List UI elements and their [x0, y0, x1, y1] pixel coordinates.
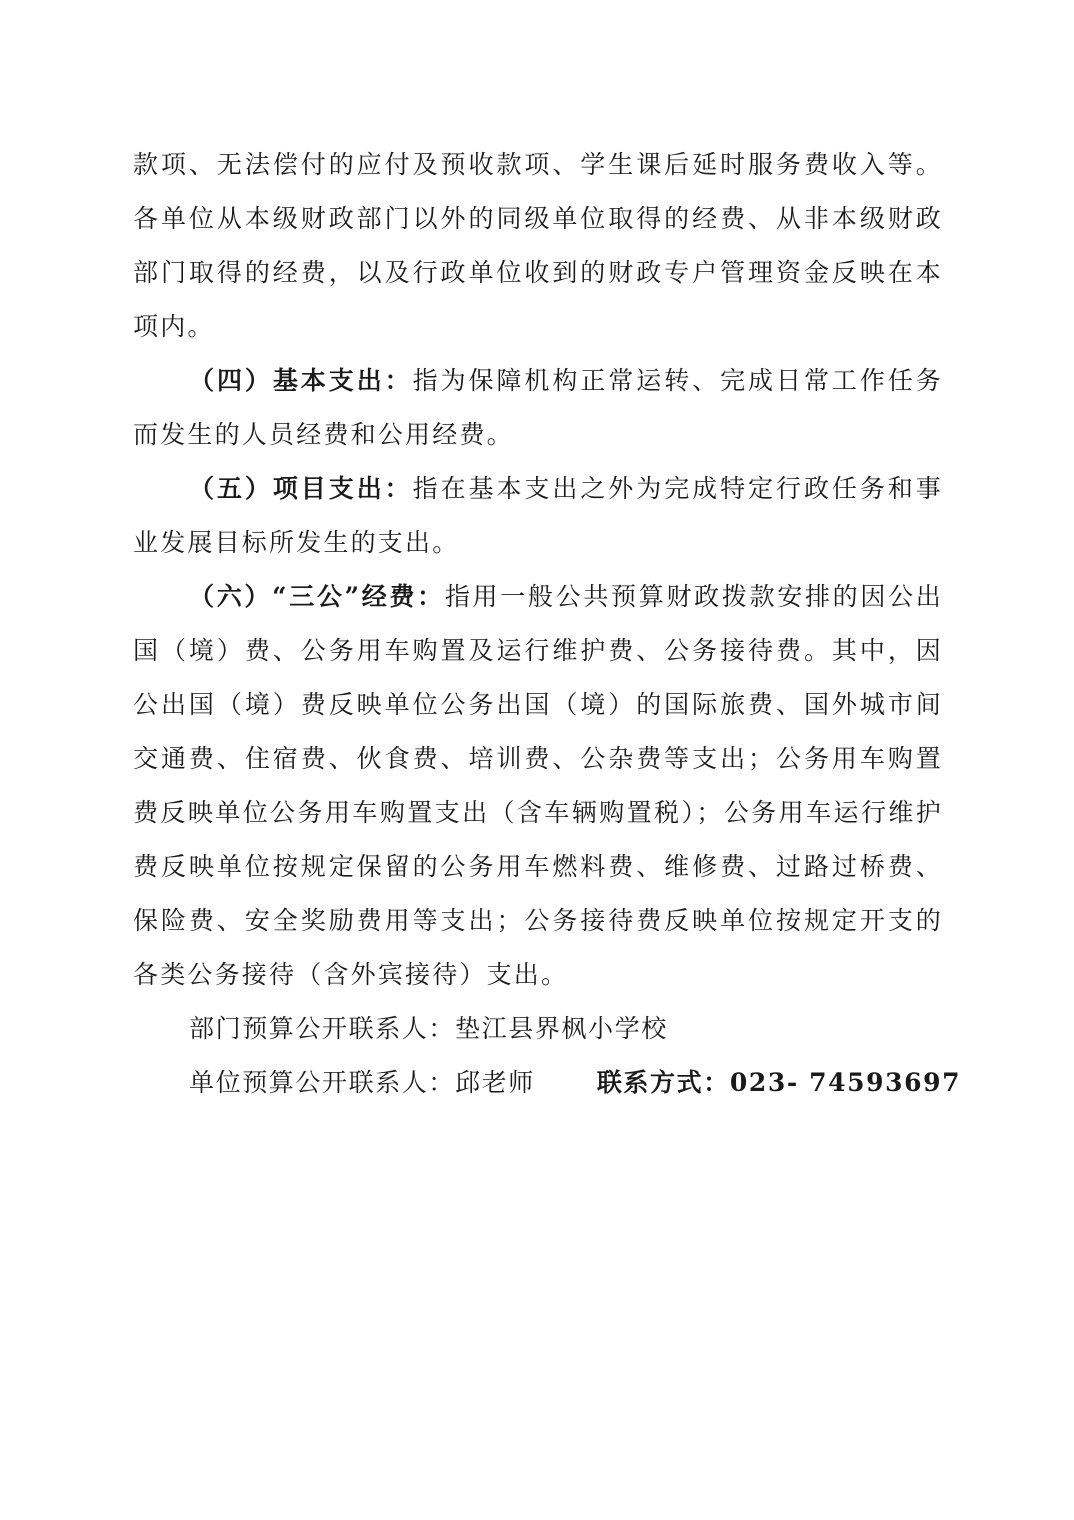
phone-label: 联系方式：: [596, 1068, 730, 1097]
unit-contact-value: 邱老师: [455, 1068, 535, 1097]
paragraph-heading: （四）基本支出：: [189, 366, 413, 395]
paragraph-basic-expenditure: [133, 354, 943, 462]
paragraph-text: 款项、无法偿付的应付及预收款项、学生课后延时服务费收入等。各单位从本级财政部门以外的同级单位取得的经费、从非本级财政部门取得的经费，以及行政单位收到的财政专户管理资金反映在本项内。: [133, 150, 943, 341]
paragraph-heading: （六）“三公”经费：: [189, 582, 445, 611]
paragraph-project-expenditure: [133, 462, 943, 570]
paragraph-text: 指为保障机构正常运转、完成日常工作任务而发生的人员经费和公用经费。: [133, 366, 943, 449]
paragraph-text: 指用一般公共预算财政拨款安排的因公出国（境）费、公务用车购置及运行维护费、公务接待费。其中，因公出国（境）费反映单位公务出国（境）的国际旅费、国外城市间交通费、住宿费、伙食费、培训费、公杂费等支出；公务用车购置费反映单位公务用车购置支出（含车辆购置税）；公务用车运行维护费反映单位按规定保留的公务用车燃料费、维修费、过路过桥费、保险费、安全奖励费用等支出；公务接待费反映单位按规定开支的各类公务接待（含外宾接待）支出。: [133, 582, 943, 989]
phone-number: 023- 74593697: [729, 1068, 962, 1097]
paragraph-continuation: [133, 138, 943, 354]
unit-contact-line: [133, 1056, 962, 1110]
paragraph-text: 指在基本支出之外为完成特定行政任务和事业发展目标所发生的支出。: [133, 474, 943, 557]
paragraph-heading: （五）项目支出：: [189, 474, 413, 503]
department-contact-line: [133, 1002, 943, 1056]
department-contact-value: 垫江县界枫小学校: [455, 1014, 668, 1043]
document-body: [133, 138, 962, 1110]
department-contact-label: 部门预算公开联系人：: [189, 1014, 456, 1043]
unit-contact-label: 单位预算公开联系人：: [189, 1068, 456, 1097]
paragraph-three-public-expenses: [133, 570, 943, 1002]
